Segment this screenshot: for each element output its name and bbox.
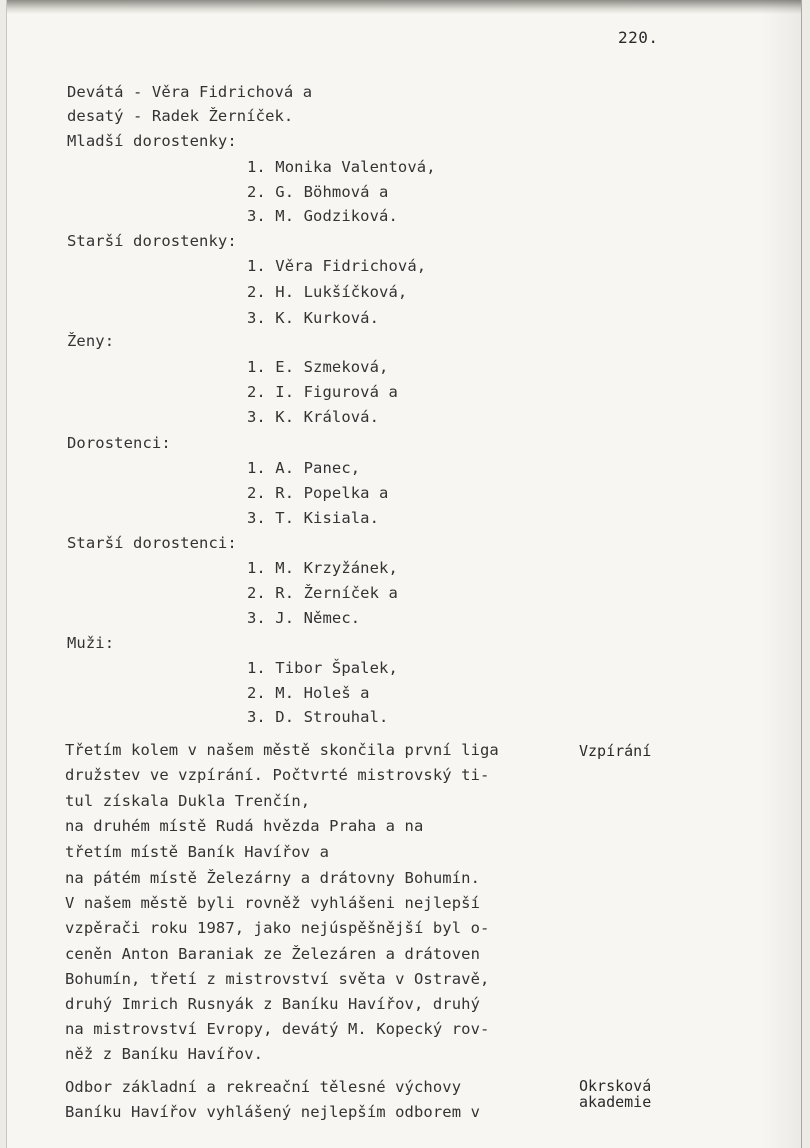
paragraph-line: V našem městě byli rovněž vyhlášeni nejlepší	[65, 894, 480, 912]
list-item: 3. K. Králová.	[247, 408, 380, 426]
page-right-edge	[761, 0, 801, 1148]
paragraph-line: něž z Baníku Havířov.	[65, 1045, 264, 1063]
text-line: Devátá - Věra Fidrichová a	[67, 83, 313, 101]
paragraph-line: družstev ve vzpírání. Počtvrté mistrovský ti-	[65, 766, 490, 784]
list-item: 3. T. Kisiala.	[247, 509, 380, 527]
paragraph-line: vzpěrači roku 1987, jako nejúspěšnější byl o-	[65, 919, 490, 937]
list-item: 3. D. Strouhal.	[247, 708, 389, 726]
paragraph-line: tul získala Dukla Trenčín,	[65, 792, 311, 810]
page-top-edge	[7, 0, 801, 14]
section-heading: Ženy:	[67, 332, 115, 350]
paragraph-line: na pátém místě Železárny a drátovny Bohumín.	[65, 869, 480, 887]
paragraph-line: na druhém místě Rudá hvězda Praha a na	[65, 817, 424, 835]
list-item: 3. M. Godziková.	[247, 207, 398, 225]
list-item: 1. Věra Fidrichová,	[247, 257, 427, 275]
page-number: 220.	[618, 28, 659, 47]
paragraph-line: Bohumín, třetí z mistrovství světa v Ostravě,	[65, 970, 490, 988]
section-heading: Starší dorostenci:	[67, 534, 237, 552]
text-line: desatý - Radek Žerníček.	[67, 107, 294, 125]
section-heading: Mladší dorostenky:	[67, 132, 237, 150]
paragraph-line: na mistrovství Evropy, devátý M. Kopecký rov-	[65, 1020, 490, 1038]
list-item: 2. I. Figurová a	[247, 383, 398, 401]
list-item: 1. Monika Valentová,	[247, 158, 436, 176]
list-item: 1. A. Panec,	[247, 459, 361, 477]
document-page	[6, 0, 802, 1148]
list-item: 1. Tibor Špalek,	[247, 659, 398, 677]
section-heading: Muži:	[67, 634, 115, 652]
list-item: 2. H. Lukšíčková,	[247, 283, 408, 301]
list-item: 1. E. Szmeková,	[247, 358, 389, 376]
section-heading: Dorostenci:	[67, 434, 171, 452]
margin-note-vzpirani: Vzpírání	[579, 742, 652, 760]
paragraph-line: Baníku Havířov vyhlášený nejlepším odborem v	[65, 1103, 480, 1121]
list-item: 3. K. Kurková.	[247, 309, 380, 327]
list-item: 2. R. Popelka a	[247, 484, 389, 502]
paragraph-line: Odbor základní a rekreační tělesné výchovy	[65, 1078, 462, 1096]
section-heading: Starší dorostenky:	[67, 232, 237, 250]
list-item: 2. R. Žerníček a	[247, 584, 398, 602]
list-item: 2. G. Böhmová a	[247, 183, 389, 201]
margin-note-okrskova-akademie: Okrsková akademie	[579, 1077, 652, 1111]
list-item: 2. M. Holeš a	[247, 684, 370, 702]
paragraph-line: Třetím kolem v našem městě skončila první liga	[65, 741, 499, 759]
list-item: 3. J. Němec.	[247, 609, 361, 627]
paragraph-line: třetím místě Baník Havířov a	[65, 843, 330, 861]
paragraph-line: druhý Imrich Rusnyák z Baníku Havířov, druhý	[65, 995, 480, 1013]
paragraph-line: ceněn Anton Baraniak ze Železáren a drátoven	[65, 945, 480, 963]
list-item: 1. M. Krzyžánek,	[247, 559, 398, 577]
